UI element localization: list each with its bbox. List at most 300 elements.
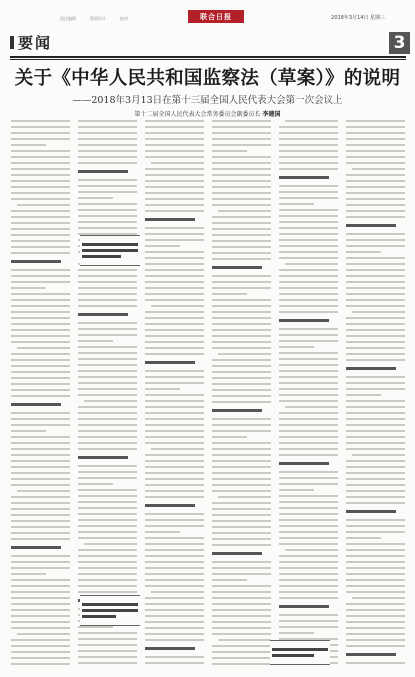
text-line [212,526,271,528]
text-line [78,162,137,164]
text-line [218,496,271,498]
text-line [145,239,204,241]
text-line [145,525,204,527]
text-line [212,156,271,158]
text-line [212,657,271,659]
text-line [11,472,70,474]
text-line [78,150,137,152]
text-line [352,168,405,170]
text-line [346,460,405,462]
text-line [11,484,70,486]
text-line [279,340,338,342]
text-line [346,567,405,569]
text-line [346,174,405,176]
text-line [145,192,204,194]
text-line [285,406,338,408]
text-line [346,257,405,259]
text-line [78,370,137,372]
text-line [212,490,271,492]
text-line [11,120,70,122]
text-line [145,329,204,331]
text-line [212,538,271,540]
text-line [11,412,70,414]
page-header [0,0,415,58]
text-line [145,662,204,664]
text-line [346,442,405,444]
text-line [279,442,338,444]
section-subhead [279,605,329,608]
text-line [346,162,405,164]
text-line [212,299,271,301]
text-line [145,585,204,587]
text-column [145,120,204,665]
text-line [84,543,137,545]
text-line [279,269,338,271]
text-line [11,335,70,337]
text-line [346,210,405,212]
text-line [78,483,113,485]
section-subhead [145,504,195,507]
text-line [78,507,137,509]
text-line [17,347,70,349]
text-line [212,120,271,122]
text-line [145,227,204,229]
text-line [11,287,46,289]
text-line [78,144,137,146]
text-line [279,233,338,235]
text-line [145,603,204,605]
section-subhead [346,224,396,227]
text-line [279,632,314,634]
text-line [212,603,271,605]
text-line [346,317,405,319]
text-line [11,323,70,325]
text-line [11,657,70,659]
text-line [78,638,137,640]
text-line [78,549,137,551]
text-line [78,418,137,420]
text-line [145,656,204,658]
text-line [11,663,70,665]
text-line [11,359,70,361]
text-line [279,215,338,217]
text-line [145,430,204,432]
section-subhead [346,367,396,370]
text-line [279,162,338,164]
byline-name: 李建国 [262,111,281,118]
text-line [212,150,247,152]
text-line [11,216,70,218]
text-line [279,620,338,622]
text-line [145,472,204,474]
text-line [11,275,70,277]
text-line [212,198,271,200]
text-line [78,561,137,563]
text-line [346,519,405,521]
text-line [145,537,204,539]
text-line [78,585,137,587]
text-line [346,543,405,545]
text-line [11,645,70,647]
text-line [346,496,405,498]
text-line [346,537,381,539]
text-line [279,471,338,473]
text-line [212,430,271,432]
text-line [78,287,137,289]
text-line [145,293,204,295]
text-line [346,204,405,206]
text-line [346,609,405,611]
text-line [346,144,405,146]
text-line [285,263,338,265]
text-line [346,603,405,605]
text-line [218,353,271,355]
text-line [78,591,137,593]
text-line [145,418,204,420]
text-line [279,561,338,563]
text-line [346,341,405,343]
text-line [78,120,137,122]
text-line [212,502,271,504]
text-line [145,460,204,462]
text-line [11,186,70,188]
text-line [212,561,271,563]
text-line [145,287,204,289]
text-line [78,179,137,181]
section-subhead [279,462,329,465]
text-line [212,520,271,522]
text-line [279,412,338,414]
text-line [279,579,338,581]
text-line [145,442,204,444]
text-line [212,454,271,456]
text-line [78,632,137,634]
text-line [145,436,204,438]
text-line [11,210,70,212]
text-line [212,132,271,134]
text-line [78,555,137,557]
text-line [279,311,338,313]
text-line [151,162,204,164]
text-line [212,567,271,569]
text-line [346,263,405,265]
text-line [145,126,204,128]
text-line [279,430,338,432]
section-subhead [279,319,329,322]
text-line [279,227,338,229]
text-line [212,424,271,426]
section-subhead [346,653,396,656]
text-line [212,174,271,176]
section-subhead [279,176,329,179]
text-line [145,627,204,629]
text-line [212,627,271,629]
text-line [279,495,338,497]
text-column [78,120,137,665]
text-line [17,633,70,635]
text-line [78,382,137,384]
text-line [212,347,271,349]
text-line [145,406,204,408]
text-line [212,484,271,486]
text-line [212,216,271,218]
text-line [279,543,338,545]
text-line [279,299,338,301]
text-line [78,275,137,277]
text-line [346,239,405,241]
text-line [11,627,70,629]
text-line [11,156,70,158]
text-line [145,597,204,599]
text-line [145,341,204,343]
text-line [11,371,70,373]
text-line [78,430,137,432]
text-line [212,573,271,575]
text-line [78,573,137,575]
text-line [279,597,338,599]
text-line [212,293,247,295]
text-line [78,221,137,223]
text-line [279,454,338,456]
text-line [145,251,204,253]
text-line [279,382,338,384]
text-line [346,388,405,390]
text-line [346,573,405,575]
text-line [212,126,271,128]
text-line [11,502,70,504]
text-line [279,257,338,259]
text-line [78,215,137,217]
text-line [346,484,405,486]
text-line [78,358,137,360]
text-line [78,376,137,378]
text-line [78,322,137,324]
text-line [346,150,405,152]
text-line [11,448,70,450]
text-line [212,246,271,248]
text-line [78,424,137,426]
text-line [145,233,204,235]
text-line [11,228,70,230]
text-line [212,651,271,653]
text-line [11,252,70,254]
text-line [78,656,137,658]
text-line [78,197,113,199]
text-line [11,478,70,480]
text-line [145,513,204,515]
text-line [11,395,70,397]
text-line [346,192,405,194]
text-line [346,591,405,593]
section-subhead [145,647,195,650]
text-line [279,156,338,158]
section-subhead [11,546,61,549]
section-subhead [212,552,262,555]
text-line [352,597,405,599]
text-line [212,234,271,236]
text-line [279,334,338,336]
text-line [11,561,70,563]
text-line [212,204,271,206]
text-line [279,221,338,223]
text-line [212,621,271,623]
text-line [212,508,271,510]
text-line [346,335,405,337]
text-line [11,192,70,194]
text-line [212,460,271,462]
text-line [212,389,271,391]
text-line [145,567,204,569]
text-line [212,544,271,546]
text-line [346,359,405,361]
text-line [145,561,204,563]
text-line [212,252,271,254]
text-line [279,507,338,509]
text-line [78,519,137,521]
text-line [11,180,70,182]
text-line [346,436,405,438]
text-line [11,293,70,295]
text-line [145,579,204,581]
text-line [145,144,204,146]
text-line [346,287,405,289]
text-line [11,651,70,653]
text-line [279,328,338,330]
text-line [145,317,204,319]
text-line [78,209,137,211]
text-line [78,513,137,515]
text-line [346,430,405,432]
text-line [279,126,338,128]
text-line [78,132,137,134]
text-line [11,579,70,581]
text-line [279,501,338,503]
text-line [145,150,204,152]
text-line [78,525,137,527]
text-line [11,555,70,557]
text-line [78,412,137,414]
text-line [346,490,405,492]
text-line [346,555,405,557]
text-line [346,418,405,420]
header-proof: 校对 [120,16,128,21]
text-line [212,311,271,313]
section-subhead [346,510,396,513]
text-line [145,370,204,372]
text-line [145,269,204,271]
text-line [11,144,46,146]
text-line [84,400,137,402]
text-line [145,609,204,611]
text-line [78,328,137,330]
text-line [11,424,70,426]
text-line [346,251,381,253]
text-line [11,615,70,617]
text-line [346,323,405,325]
text-line [11,383,70,385]
text-line [279,275,338,277]
text-line [212,258,271,260]
text-line [78,156,137,158]
text-line [151,591,204,593]
text-line [279,358,338,360]
pull-quote [80,595,140,626]
text-line [11,585,70,587]
text-line [279,418,338,420]
text-line [11,281,70,283]
text-line [346,633,405,635]
text-line [11,269,70,271]
text-line [145,490,204,492]
text-line [279,477,338,479]
text-line [352,311,405,313]
text-line [145,198,204,200]
text-line [78,346,137,348]
text-line [145,531,180,533]
text-line [78,269,137,271]
text-line [212,585,271,587]
text-line [346,645,405,647]
text-line [212,591,271,593]
text-line [11,466,70,468]
text-line [78,579,137,581]
text-line [346,120,405,122]
text-line [11,311,70,313]
text-line [11,460,70,462]
text-line [145,174,204,176]
text-line [212,579,247,581]
text-line [212,371,271,373]
text-line [145,549,204,551]
text-line [279,370,338,372]
text-line [212,275,271,277]
text-line [346,394,381,396]
text-line [11,150,70,152]
text-line [145,394,204,396]
text-line [279,531,338,533]
header-rule [10,56,406,58]
text-line [11,418,70,420]
text-line [346,216,405,218]
text-line [78,334,137,336]
text-line [11,430,46,432]
text-line [279,489,314,491]
text-line [279,197,338,199]
text-line [346,615,405,617]
text-line [279,573,338,575]
text-line [279,144,338,146]
text-line [11,168,70,170]
header-rule-thin [10,59,406,60]
text-line [78,626,113,628]
text-line [78,227,137,229]
text-line [11,377,70,379]
text-line [11,341,70,343]
text-line [78,442,137,444]
text-line [145,120,204,122]
text-line [11,305,70,307]
text-line [78,185,137,187]
text-line [346,126,405,128]
text-line [78,293,137,295]
text-line [145,555,204,557]
text-line [145,347,204,349]
text-line [346,329,405,331]
text-line [11,442,70,444]
text-line [212,365,271,367]
text-line [279,185,338,187]
text-line [145,376,204,378]
